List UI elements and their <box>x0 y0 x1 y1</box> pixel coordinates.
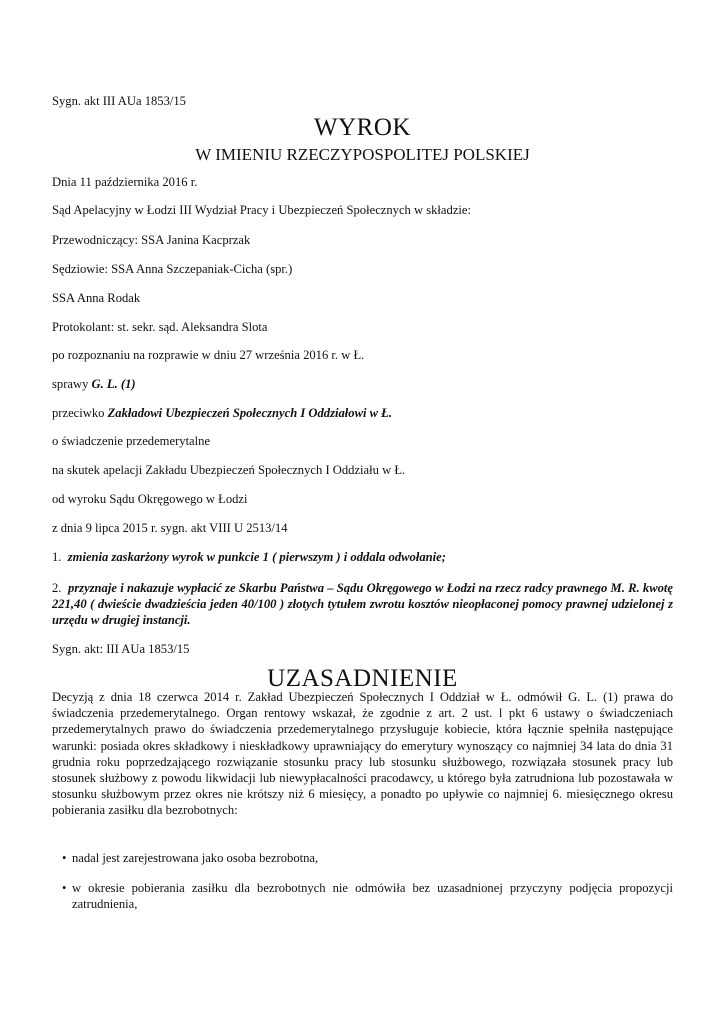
against-prefix: przeciwko <box>52 406 108 420</box>
justification-paragraph: Decyzją z dnia 18 czerwca 2014 r. Zakład Ubezpieczeń Społecznych I Oddział w Ł. odmówił G. L. (1) prawa do świadczenia przedemerytalnego. Organ rentowy wskazał, że zgodnie z art. 2 ust. l pkt 6 ustawy o świadczeniach przedemerytalnych prawo do świadczenia przedemerytalnego przysługuje kobiecie, która łącznie spełniła następujące warunki: posiada okres składkowy i nieskładkowy uprawniający do emerytury wynoszący co najmniej 34 lata do dnia 31 grudnia roku poprzedzającego rozwiązanie stosunku pracy lub stosunku służbowego, rozwiązała stosunek pracy lub stosunek służbowy z powodu likwidacji lub niewypłacalności pracodawcy, u którego była zatrudniona lub pozostawała w stosunku służbowym przez okres nie krótszy niż 6 miesięcy, a ponadto po upływie co najmniej 6. miesięcznego okresu pobierania zasiłku dla bezrobotnych: <box>52 690 673 818</box>
ruling-number: 2. <box>52 581 62 595</box>
judges: Sędziowie: SSA Anna Szczepaniak-Cicha (spr.) <box>52 262 293 276</box>
ruling-item <box>52 580 673 629</box>
appeal-info: na skutek apelacji Zakładu Ubezpieczeń Społecznych I Oddziału w Ł. <box>52 463 406 477</box>
judgment-subtitle: W IMIENIU RZECZYPOSPOLITEJ POLSKIEJ <box>195 145 530 164</box>
justification-title: UZASADNIENIE <box>267 665 458 692</box>
case-party-line <box>52 376 136 392</box>
ruling-number: 1. <box>52 550 62 564</box>
ruling-item <box>52 549 446 565</box>
hearing-info: po rozpoznaniu na rozprawie w dniu 27 września 2016 r. w Ł. <box>52 348 365 362</box>
ruling-text: przyznaje i nakazuje wypłacić ze Skarbu Państwa – Sądu Okręgowego w Łodzi na rzecz radcy prawnego M. R. kwotę 221,40 ( dwieście dwadzieścia jeden 40/100 ) złotych tytułem zwrotu kosztów nieopłaconej pomocy prawnej udzielonej z urzędu w drugiej instancji. <box>52 581 673 628</box>
list-item-text: w okresie pobierania zasiłku dla bezrobotnych nie odmówiła bez uzasadnionej przyczyny podjęcia propozycji zatrudnienia, <box>72 881 673 912</box>
against-party: Zakładowi Ubezpieczeń Społecznych I Oddziałowi w Ł. <box>107 406 393 420</box>
judgment-date: Dnia 11 października 2016 r. <box>52 175 198 189</box>
second-judge: SSA Anna Rodak <box>52 291 141 305</box>
court-composition: Sąd Apelacyjny w Łodzi III Wydział Pracy i Ubezpieczeń Społecznych w składzie: <box>52 203 471 217</box>
lower-judgment-date: z dnia 9 lipca 2015 r. sygn. akt VIII U 2513/14 <box>52 521 288 535</box>
court-recorder: Protokolant: st. sekr. sąd. Aleksandra Slota <box>52 320 268 334</box>
against-party-line <box>52 405 392 421</box>
judgment-title: WYROK <box>314 114 411 141</box>
justification-signature: Sygn. akt: III AUa 1853/15 <box>52 642 190 656</box>
case-prefix: sprawy <box>52 377 92 391</box>
lower-court-judgment: od wyroku Sądu Okręgowego w Łodzi <box>52 492 248 506</box>
presiding-judge: Przewodniczący: SSA Janina Kacprzak <box>52 233 251 247</box>
case-subject: o świadczenie przedemerytalne <box>52 434 211 448</box>
ruling-text: zmienia zaskarżony wyrok w punkcie 1 ( pierwszym ) i oddala odwołanie; <box>67 550 446 564</box>
list-item-text: nadal jest zarejestrowana jako osoba bezrobotna, <box>72 851 319 865</box>
bullet-icon: • <box>62 851 67 865</box>
bullet-icon: • <box>62 881 67 895</box>
case-signature-top: Sygn. akt III AUa 1853/15 <box>52 94 186 108</box>
case-party: G. L. (1) <box>91 377 136 391</box>
